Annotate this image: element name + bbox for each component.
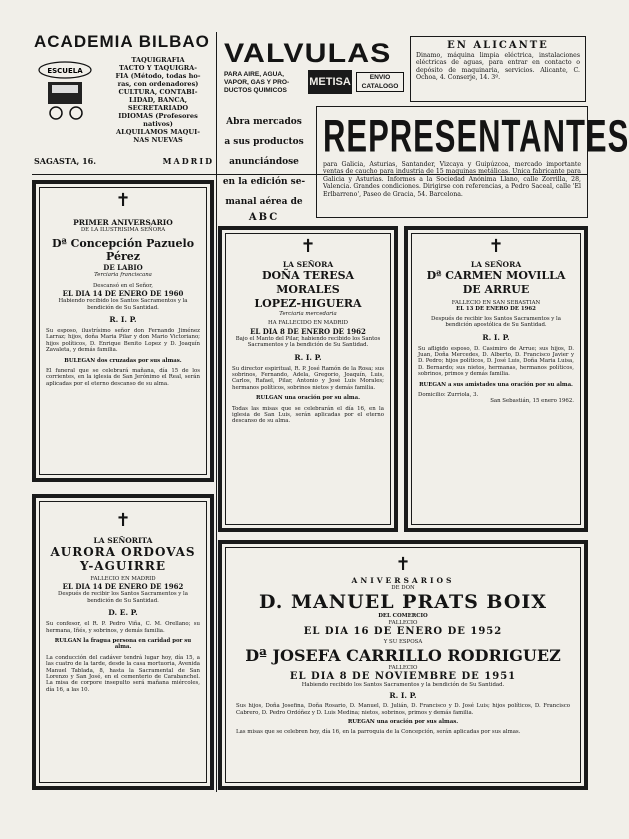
morales-funeral: Todas las misas que se celebrarán el día 16, en la iglesia de San Luis, serán aplicadas por el eterno descanso de su alma. — [232, 405, 384, 425]
prats-and: Y SU ESPOSA — [383, 639, 423, 646]
movilla-line2: EL 13 DE ENERO DE 1962 — [456, 306, 536, 313]
divider — [216, 32, 217, 792]
course-line: FIA (Método, todas ho- — [115, 72, 201, 80]
pazuelo-sacr: Habiendo recibido los Santos Sacramentos y la bendición de Su Santidad. — [58, 298, 188, 311]
alicante-ad — [410, 36, 586, 102]
movilla-family: Su afligido esposo, D. Casimiro de Arrue; sus hijos, D. Juan, Doña Mercedes, D. Alberto, D. Francisco Javier y D. Pedro; hijos políticos, D. José Luis, Doña Maria Luisa, D. Bernardo; sus nietos, hermanas, hermanos políticos, sobrinos, primos y demás familia. — [418, 345, 574, 378]
movilla-rip: R. I. P. — [482, 332, 510, 342]
morales-family: Su director espiritual, R. P. José Ramón de la Rosa; sus sobrinos, Fernando, Adela, Gregorio, Joaquín, Luis, Carlos, Rafael, Pilar, Antonio y José Luis Morales; hermanos políticos, sobrinos nietos y demás familia. — [232, 365, 384, 391]
valvulas-sub-line: VAPOR, GAS Y PRO- — [224, 79, 290, 86]
valvulas-sub-line: PARA AIRE, AGUA, — [224, 71, 284, 78]
morales-line1: HA FALLECIDO EN MADRID — [268, 320, 348, 327]
ordovas-rip: D. E. P. — [108, 608, 138, 618]
alicante-title: EN ALICANTE — [447, 40, 549, 51]
representantes-ad — [316, 106, 629, 218]
abc-ad — [218, 112, 310, 223]
cross-icon: ✝ — [115, 190, 131, 211]
alicante-text: Dinamo, máquina limpia eléctrica, instalaciones eléctricas de aguas, para entrar en contacto o depósito de maquinaria, servicios. Alicante, C. Ochoa, 4. Conserje, 14. 3º. — [416, 52, 580, 82]
prats-date2: EL DIA 8 DE NOVIEMBRE DE 1951 — [289, 671, 517, 683]
cross-icon: ✝ — [488, 236, 504, 257]
valvulas-ad — [224, 38, 404, 110]
movilla-heading: LA SEÑORA — [470, 260, 522, 269]
morales-order: Terciaria mercedaria — [279, 311, 337, 317]
abc-ad-line: en la edición se- — [222, 177, 306, 187]
movilla-sacr: Después de recibir los Santos Sacramentos y la bendición apostólica de Su Santidad. — [431, 315, 561, 329]
pazuelo-rip: R. I. P. — [109, 315, 137, 325]
academia-courses — [98, 56, 218, 144]
course-line: NAS NUEVAS — [133, 136, 183, 144]
course-line: TACTO Y TAQUIGRA- — [118, 64, 198, 72]
valvulas-sub — [224, 71, 306, 95]
pazuelo-funeral: El funeral que se celebrará mañana, día 15 de los corrientes, en la iglesia de San Jerónimo el Real, serán aplicadas por el eterno descanso de su alma. — [46, 368, 200, 387]
ordovas-date: EL DIA 14 DE ENERO DE 1962 — [62, 582, 184, 592]
morales-rip: R. I. P. — [294, 352, 322, 362]
prats-date: EL DIA 16 DE ENERO DE 1952 — [303, 626, 503, 638]
morales-date: EL DIA 8 DE ENERO DE 1962 — [250, 326, 366, 336]
obituary-ordovas — [32, 494, 214, 790]
ordovas-funeral: La conducción del cadáver tendrá lugar hoy, día 15, a las cuatro de la tarde, desde la casa mortuoria, Avenida Manuel Tablada, 8, hasta la Sacramental de San Lorenzo y San José, en el cementerio de Carabanchel. La misa de corpore insepulto será mañana miércoles, día 16, a las 10. — [46, 654, 200, 693]
obituary-movilla-inner — [411, 233, 581, 525]
prats-line2: FALLECIO — [388, 664, 418, 671]
academia-ad — [34, 32, 218, 168]
obituary-prats — [218, 540, 588, 790]
prats-name: D. MANUEL PRATS BOIX — [258, 591, 548, 614]
obituary-pazuelo — [32, 180, 214, 482]
academia-logo — [36, 58, 94, 124]
pazuelo-sub: DE LA ILUSTRISIMA SEÑORA — [80, 227, 166, 233]
morales-sacr: Bajo el Manto del Pilar, habiendo recibido los Santos Sacramentos y la bendición de Su Santidad. — [235, 335, 381, 349]
divider — [32, 174, 588, 175]
obituary-prats-inner — [225, 547, 581, 783]
academia-city: MADRID — [162, 156, 214, 166]
valvulas-right — [356, 72, 404, 92]
course-line: CULTURA, CONTABI- — [118, 88, 198, 96]
movilla-bulls: RUEGAN a sus amistades una oración por su alma. — [419, 381, 573, 388]
abc-ad-line: a sus productos — [224, 137, 304, 147]
obituary-morales-inner — [225, 233, 391, 525]
obituary-ordovas-inner — [39, 501, 207, 783]
obituary-pazuelo-inner — [39, 187, 207, 475]
pazuelo-date: EL DIA 14 DE ENERO DE 1960 — [62, 289, 184, 299]
pazuelo-order: Terciaria franciscana — [94, 272, 152, 279]
abc-ad-line: Abra mercados — [226, 117, 302, 127]
ordovas-bulls: RULGAN la fragua persona en caridad por su alma. — [54, 638, 192, 651]
cross-icon: ✝ — [395, 554, 411, 575]
abc-brand: ABC — [248, 212, 280, 223]
prats-line1: FALLECIO — [388, 619, 418, 626]
academia-address: SAGASTA, 16. — [34, 156, 97, 166]
prats-bulls: RUEGAN una oración por sus almas. — [347, 719, 459, 726]
pazuelo-name2: DE LABIO — [103, 263, 143, 273]
ordovas-name: AURORA ORDOVAS — [50, 545, 196, 559]
course-line: SECRETARIADO — [127, 104, 189, 112]
prats-heading: ANIVERSARIOS — [351, 576, 455, 585]
prats-role: DEL COMERCIO — [378, 613, 428, 620]
movilla-place: San Sebastián, 15 enero 1962. — [490, 398, 574, 405]
ordovas-family: Su confesor, el R. P. Pedro Viña, C. M. Orellano; su hermana, Iñés, y sobrinos, y demás familia. — [46, 621, 200, 634]
obituary-movilla — [404, 226, 588, 532]
course-line: LIDAD, BANCA, — [128, 96, 187, 104]
cross-icon: ✝ — [300, 236, 316, 257]
course-line: ALQUILAMOS MAQUI- — [116, 128, 200, 136]
valvulas-sub-line: DUCTOS QUIMICOS — [224, 87, 287, 94]
ordovas-sacr: Después de recibir los Santos Sacramentos y la bendición de Su Santidad. — [58, 591, 188, 604]
abc-ad-line: anunciándose — [229, 157, 299, 167]
prats-sacr: Habiendo recibido los Santos Sacramentos y la bendición de Su Santidad. — [301, 682, 505, 689]
pazuelo-family: Su esposo, ilustrísimo señor don Fernando Jiménez Larraz; hijos, doña Maria Pilar y don Mario Victoriano; hijos políticos, D. Enrique Benito Lopez y D. Joaquín Zavaleta, y demás familia. — [46, 328, 200, 354]
prats-funeral: Las misas que se celebren hoy, día 16, en la parroquia de la Concepción, serán aplicadas por sus almas. — [236, 728, 521, 735]
morales-name: DOÑA TERESA MORALES — [261, 269, 355, 296]
abc-ad-lines — [218, 112, 310, 212]
course-line: IDIOMAS (Profesores — [118, 112, 198, 120]
obituary-morales — [218, 226, 398, 532]
representantes-title: REPRESENTANTES — [323, 111, 629, 162]
valvulas-title: VALVULAS — [224, 38, 392, 68]
representantes-text: para Galicia, Asturias, Santander, Vizcaya y Guipúzcoa, mercado importante ventas de caucho para industria de 15 maquinas metálicas. Unica fabricante para Galicia y Asturias. Informes a la Sociedad Anónima Llano, calle Zorrilla, 28, Valencia. Grandes condiciones. Dirigirse con referencias, a Pedro Saceal, calle 'El Erlbarreno', Paseo de Gracia, 54. Barcelona. — [323, 161, 581, 198]
movilla-name2: DE ARRUE — [462, 283, 530, 296]
valvulas-right-line: ENVIO — [369, 74, 391, 81]
ordovas-heading: LA SEÑORITA — [93, 536, 153, 545]
pazuelo-heading: PRIMER ANIVERSARIO — [73, 218, 173, 227]
movilla-name: Dª CARMEN MOVILLA — [426, 269, 566, 282]
movilla-address: Domicilio: Zurriola, 3. — [418, 392, 479, 399]
movilla-line1: FALLECIO EN SAN SEBASTIAN — [451, 300, 541, 306]
valvulas-right-line: CATALOGO — [361, 83, 399, 90]
pazuelo-name: Dª Concepción Pazuelo Pérez — [51, 237, 195, 264]
prats-family: Sus hijos, Doña Josefina, Doña Rosario, D. Manuel, D. Julián, D. Francisco y D. José Luis; hijos políticos, D. Francisco Cabrero, D. Pedro Ordóñez y D. Luis Medina; nietos, sobrinos, primos y demás familia. — [236, 703, 570, 716]
morales-bulls: RULGAN una oración por su alma. — [256, 395, 360, 402]
pazuelo-line1: Descansó en el Señor, — [92, 282, 153, 289]
morales-name2: LOPEZ-HIGUERA — [254, 297, 362, 310]
cross-icon: ✝ — [115, 510, 131, 531]
course-line: ras, con ordenadores) — [117, 80, 199, 88]
prats-sub: DE DON — [391, 585, 415, 591]
prats-name2: Dª JOSEFA CARRILLO RODRIGUEZ — [245, 645, 561, 665]
ordovas-name2: Y-AGUIRRE — [79, 559, 167, 573]
abc-ad-line: manal aérea de — [225, 197, 303, 207]
valvulas-brand: METISA — [308, 70, 352, 94]
prats-rip: R. I. P. — [389, 691, 417, 701]
ordovas-line1: FALLECIO EN MADRID — [90, 576, 156, 582]
morales-heading: LA SEÑORA — [282, 260, 334, 269]
pazuelo-bulls: BULEGAN dos cruzadas por sus almas. — [64, 357, 182, 364]
academia-title: ACADEMIA BILBAO — [34, 32, 210, 51]
course-line: nativos) — [143, 120, 173, 128]
academia-logo-text: ESCUELA — [47, 67, 83, 75]
course-line: TAQUIGRAFIA — [131, 56, 185, 64]
